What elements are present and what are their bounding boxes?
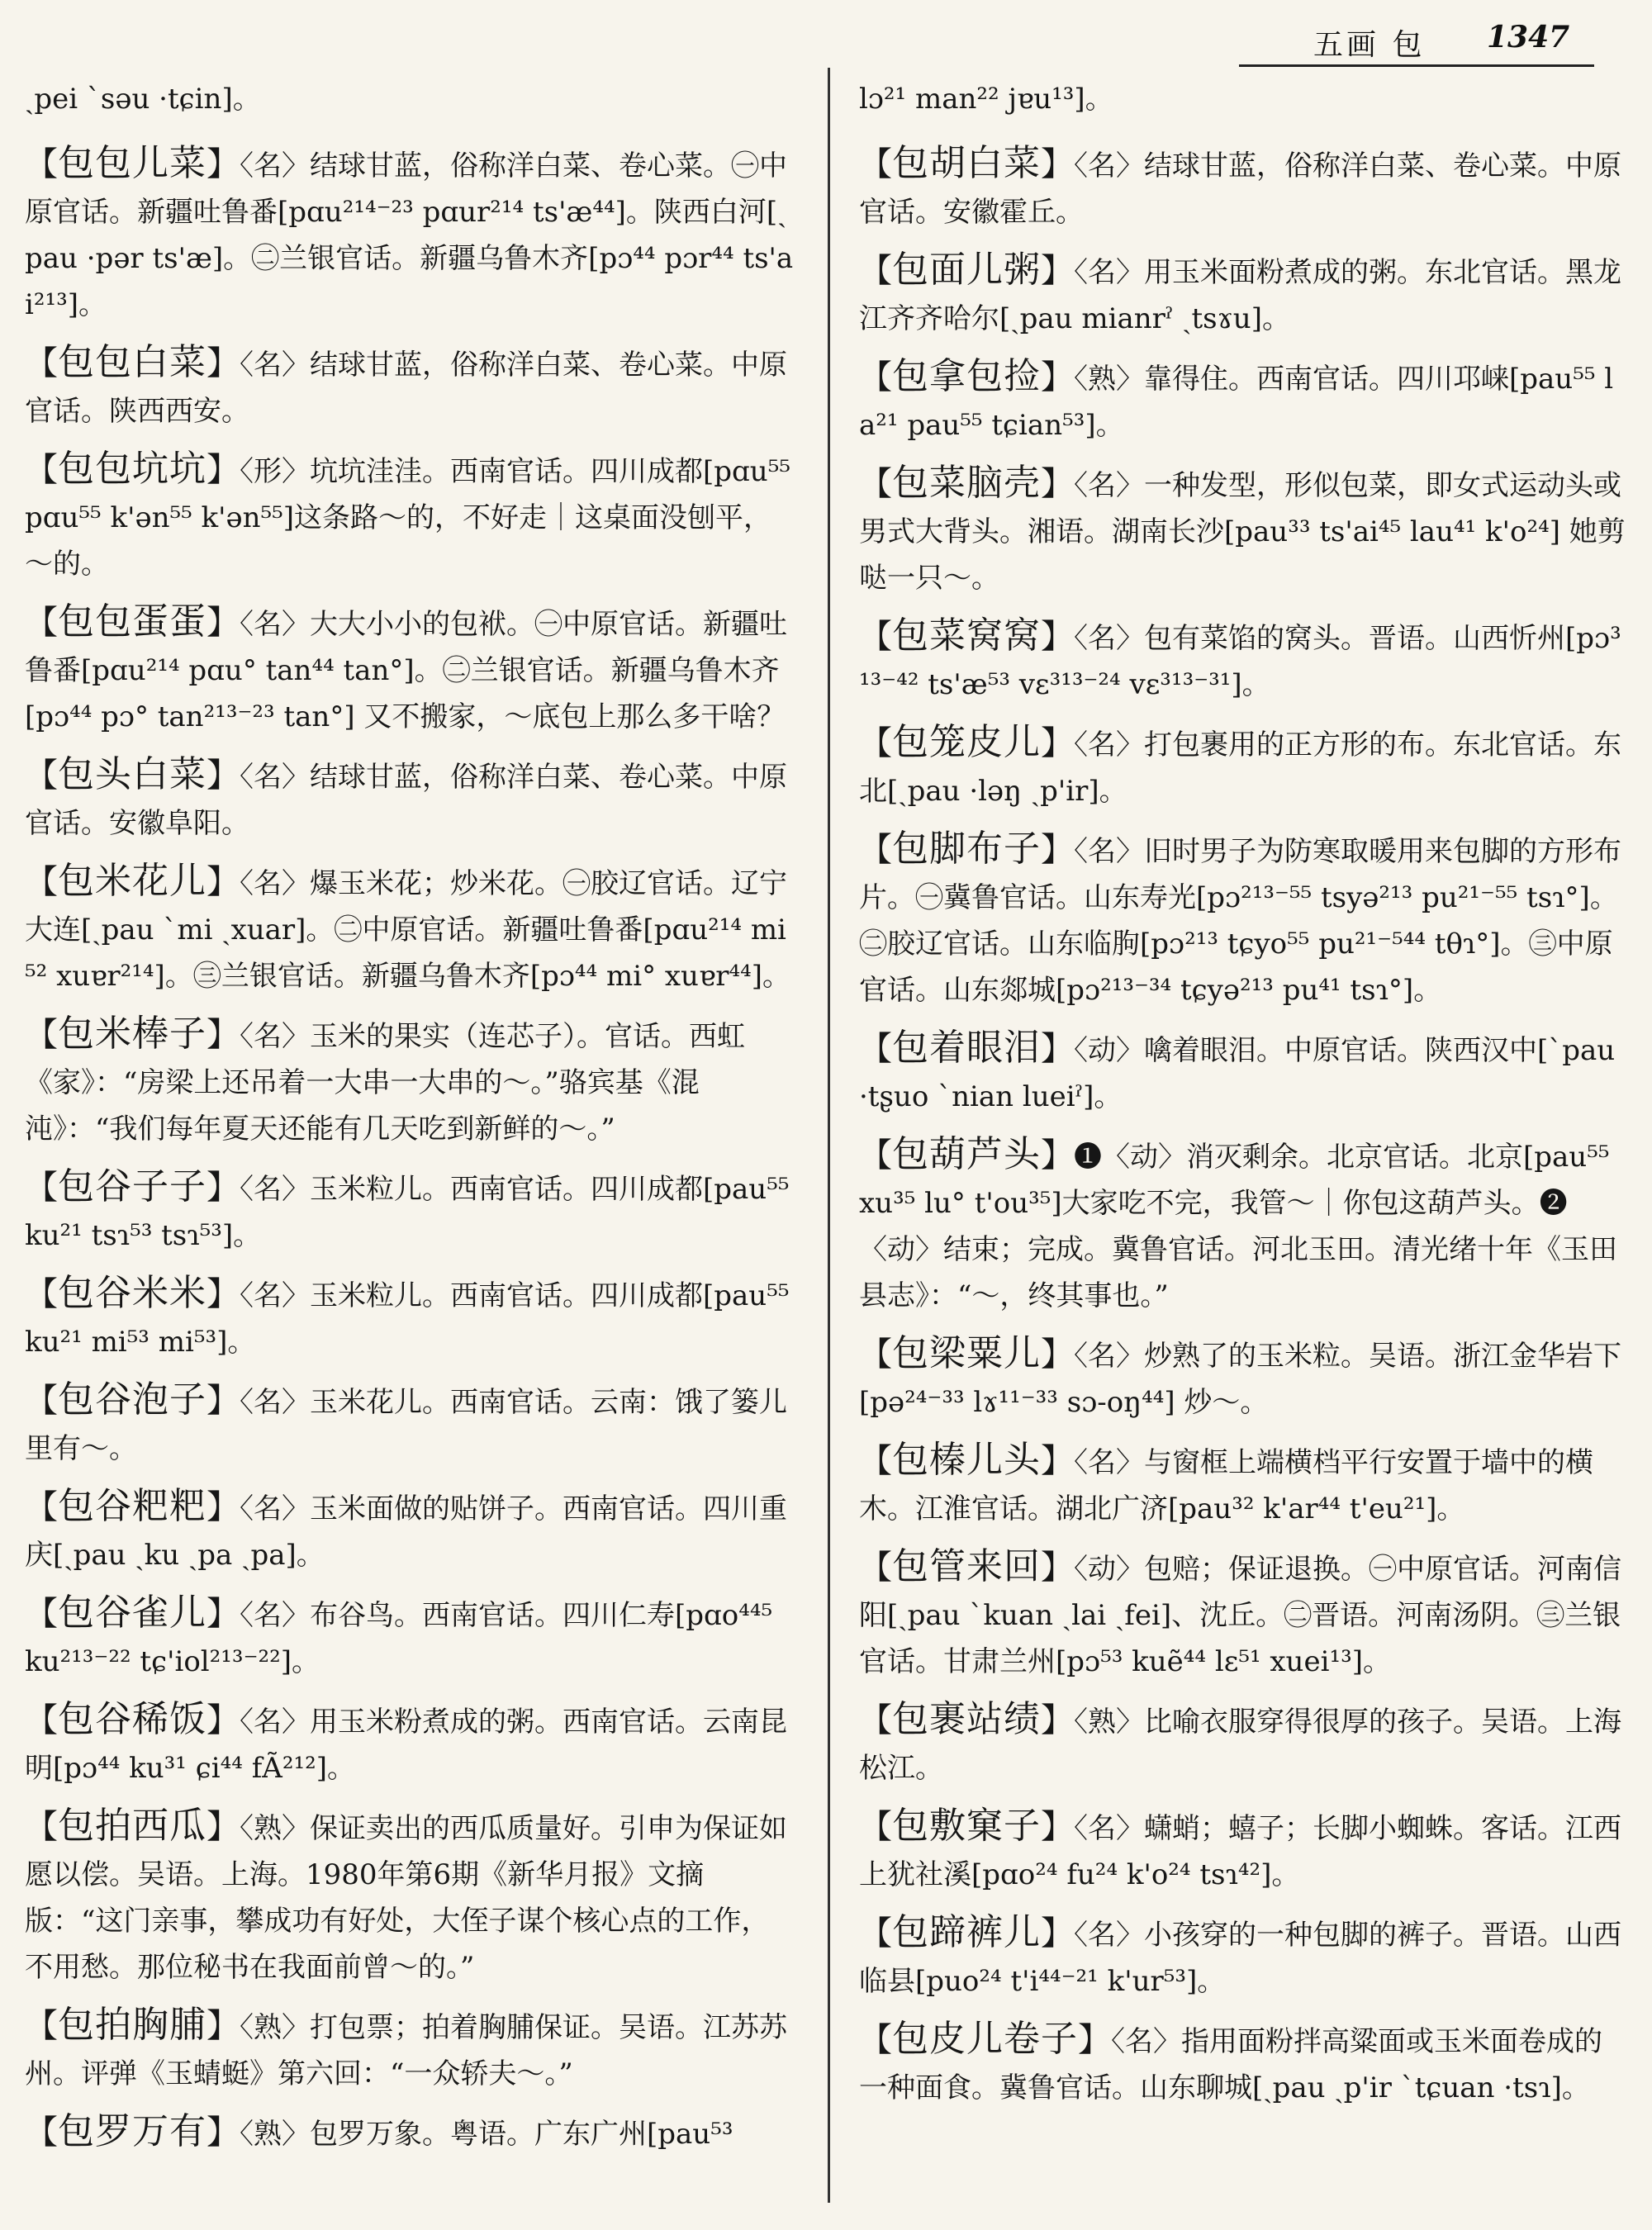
- dictionary-entry: [859, 613, 1627, 708]
- headword-close-bracket: 】: [1041, 1136, 1074, 1174]
- headword-close-bracket: 】: [206, 1382, 240, 1420]
- headword-open-bracket: 【: [25, 1808, 58, 1846]
- headword: 包拿包捡: [892, 355, 1041, 397]
- entry-definition: 〈名〉结球甘蓝，俗称洋白菜、卷心菜。中原官话。安徽阜阳。: [25, 761, 787, 840]
- page-number: 1347: [1487, 20, 1570, 55]
- entry-definition: 〈熟〉包罗万象。粤语。广东广州[pau⁵³: [240, 2118, 733, 2151]
- headword: 包敷窠子: [892, 1805, 1041, 1847]
- column-divider: [828, 68, 830, 2203]
- dictionary-entry: [859, 826, 1627, 1013]
- dictionary-entry: [25, 1164, 797, 1259]
- dictionary-entry: [25, 1483, 797, 1578]
- entry-definition: 〈名〉一种发型，形似包菜，即女式运动头或男式大背头。湘语。湖南长沙[pau³³ ts'ai⁴⁵ lau⁴¹ k'o²⁴] 她剪哒一只～。: [859, 469, 1626, 595]
- continuation-text: lɔ²¹ man²² jɐu¹³]。: [859, 83, 1113, 116]
- dictionary-entry: [25, 2109, 797, 2157]
- entry-definition: 〈名〉打包裹用的正方形的布。东北官话。东北[ˏpau ·ləŋ ˏp'ir]。: [859, 728, 1621, 808]
- headword-open-bracket: 【: [859, 1914, 892, 1952]
- headword: 包面儿粥: [892, 249, 1041, 291]
- dictionary-entry: [859, 1331, 1627, 1426]
- dictionary-entry: [25, 2002, 797, 2097]
- section-title: 五画 包: [1313, 28, 1426, 62]
- headword: 包包白菜: [58, 341, 206, 383]
- headword-close-bracket: 】: [206, 1169, 240, 1207]
- entry-definition: 〈名〉布谷鸟。西南官话。四川仁寿[pɑo⁴⁴⁵ ku²¹³⁻²² tɕ'iol²¹³⁻²²]。: [25, 1599, 773, 1678]
- dictionary-entry: [859, 1803, 1627, 1898]
- entry-definition: ❶〈动〉消灭剩余。北京官话。北京[pau⁵⁵ xu³⁵ lu° t'ou³⁵]大家吃不完，我管～｜你包这葫芦头。❷〈动〉结束；完成。冀鲁官话。河北玉田。清光绪十年《玉田县志》：“～，终其事也。”: [859, 1141, 1617, 1312]
- headword: 包菜窝窝: [892, 614, 1041, 657]
- headword-close-bracket: 】: [1041, 831, 1074, 869]
- dictionary-entry: [859, 247, 1627, 342]
- headword: 包榛儿头: [892, 1439, 1041, 1481]
- headword: 包包蛋蛋: [58, 600, 206, 643]
- entry-definition: 〈名〉小孩穿的一种包脚的裤子。晋语。山西临县[puo²⁴ t'i⁴⁴⁻²¹ k'ur⁵³]。: [859, 1919, 1621, 1998]
- headword-open-bracket: 【: [25, 451, 58, 489]
- entry-definition: 〈名〉玉米花儿。西南官话。云南：饿了篓儿里有～。: [25, 1386, 787, 1465]
- dictionary-entry: [25, 446, 797, 587]
- entry-definition: 〈熟〉保证卖出的西瓜质量好。引申为保证如愿以偿。吴语。上海。1980年第6期《新华月报》文摘版：“这门亲事，攀成功有好处，大侄子谋个核心点的工作，不用愁。那位秘书在我面前曾～的。”: [25, 1812, 787, 1984]
- headword-open-bracket: 【: [859, 252, 892, 290]
- headword-open-bracket: 【: [859, 831, 892, 869]
- headword: 包拍西瓜: [58, 1805, 206, 1847]
- headword-close-bracket: 】: [1041, 1914, 1074, 1952]
- dictionary-entry: [859, 353, 1627, 448]
- headword-open-bracket: 【: [859, 1336, 892, 1374]
- headword: 包罗万有: [58, 2110, 206, 2152]
- entry-definition: 〈名〉大大小小的包袱。㊀中原官话。新疆吐鲁番[pɑu²¹⁴ pɑu° tan⁴⁴ tan°]。㊁兰银官话。新疆乌鲁木齐[pɔ⁴⁴ pɔ° tan²¹³⁻²³ tan°] 又不搬家，～底包上那么多干啥？: [25, 608, 787, 733]
- headword: 包谷子子: [58, 1165, 206, 1208]
- headword: 包包坑坑: [58, 448, 206, 490]
- headword-open-bracket: 【: [25, 1016, 58, 1054]
- entry-definition: 〈名〉玉米面做的贴饼子。西南官话。四川重庆[ˏpau ˏku ˏpa ˏpa]。: [25, 1492, 787, 1572]
- headword-close-bracket: 】: [1041, 618, 1074, 656]
- headword: 包胡白菜: [892, 142, 1041, 184]
- headword-open-bracket: 【: [859, 618, 892, 656]
- entry-definition: 〈动〉包赔；保证退换。㊀中原官话。河南信阳[ˏpau ˋkuan ˏlai ˏfei]、沈丘。㊁晋语。河南汤阴。㊂兰银官话。甘肃兰州[pɔ⁵³ kuẽ⁴⁴ lɛ⁵¹ xuei¹³]。: [859, 1553, 1621, 1678]
- headword-open-bracket: 【: [859, 1549, 892, 1587]
- headword-open-bracket: 【: [859, 1442, 892, 1480]
- headword-close-bracket: 】: [1041, 1808, 1074, 1846]
- headword-close-bracket: 】: [1041, 1030, 1074, 1068]
- entry-definition: 〈名〉蟏蛸；蟢子；长脚小蜘蛛。客话。江西上犹社溪[pɑo²⁴ fu²⁴ k'o²⁴ tsɿ⁴²]。: [859, 1812, 1621, 1891]
- headword-close-bracket: 】: [206, 863, 240, 901]
- headword: 包谷稀饭: [58, 1698, 206, 1740]
- entry-definition: 〈熟〉比喻衣服穿得很厚的孩子。吴语。上海松江。: [859, 1706, 1621, 1785]
- dictionary-entry: [859, 1025, 1627, 1120]
- headword-open-bracket: 【: [859, 1808, 892, 1846]
- headword: 包米花儿: [58, 860, 206, 902]
- headword-open-bracket: 【: [859, 358, 892, 396]
- dictionary-entry: [25, 1270, 797, 1365]
- headword-close-bracket: 】: [206, 2114, 240, 2152]
- dictionary-entry: [25, 1696, 797, 1791]
- headword-open-bracket: 【: [25, 145, 58, 183]
- headword-close-bracket: 】: [1078, 2021, 1111, 2059]
- headword: 包脚布子: [892, 828, 1041, 870]
- headword-open-bracket: 【: [859, 1136, 892, 1174]
- headword-close-bracket: 】: [206, 344, 240, 382]
- entry-definition: 〈名〉玉米粒儿。西南官话。四川成都[pau⁵⁵ ku²¹ tsɿ⁵³ tsɿ⁵³]。: [25, 1173, 790, 1252]
- dictionary-entry: [859, 1132, 1627, 1319]
- headword: 包着眼泪: [892, 1027, 1041, 1069]
- dictionary-entry: [25, 1011, 797, 1152]
- headword-open-bracket: 【: [25, 1488, 58, 1526]
- headword-open-bracket: 【: [25, 344, 58, 382]
- dictionary-entry: [859, 1696, 1627, 1791]
- left-column: [25, 76, 797, 2169]
- entry-definition: 〈名〉爆玉米花；炒米花。㊀胶辽官话。辽宁大连[ˏpau ˋmi ˏxuar]。㊁中原官话。新疆吐鲁番[pɑu²¹⁴ mi⁵² xuɐr²¹⁴]。㊂兰银官话。新疆乌鲁木齐[pɔ⁴⁴ mi° xuɐr⁴⁴]。: [25, 867, 790, 993]
- headword-close-bracket: 】: [1041, 358, 1074, 396]
- entry-definition: 〈名〉与窗框上端横档平行安置于墙中的横木。江淮官话。湖北广济[pau³² k'ar⁴⁴ t'eu²¹]。: [859, 1446, 1593, 1525]
- dictionary-entry: [25, 140, 797, 328]
- headword-open-bracket: 【: [859, 1701, 892, 1739]
- dictionary-entry: [859, 1910, 1627, 2005]
- right-column: [859, 76, 1627, 2123]
- dictionary-entry: [25, 1803, 797, 1990]
- headword: 包皮儿卷子: [892, 2018, 1078, 2060]
- entry-definition: 〈名〉炒熟了的玉米粒。吴语。浙江金华岩下[pə²⁴⁻³³ lɤ¹¹⁻³³ sɔ-oŋ⁴⁴] 炒～。: [859, 1340, 1621, 1419]
- headword-close-bracket: 】: [1041, 1549, 1074, 1587]
- entry-definition: 〈名〉用玉米面粉煮成的粥。东北官话。黑龙江齐齐哈尔[ˏpau mianrˀ ˏtsɤu]。: [859, 256, 1621, 335]
- headword: 包拍胸脯: [58, 2004, 206, 2046]
- entry-definition: 〈名〉指用面粉拌高粱面或玉米面卷成的一种面食。冀鲁官话。山东聊城[ˏpau ˏp'ir ˋtɕuan ·tsɿ]。: [859, 2025, 1602, 2104]
- headword-close-bracket: 】: [1041, 145, 1074, 183]
- headword: 包包儿菜: [58, 142, 206, 184]
- headword-open-bracket: 【: [25, 2007, 58, 2045]
- headword-close-bracket: 】: [206, 1701, 240, 1739]
- entry-definition: 〈名〉玉米粒儿。西南官话。四川成都[pau⁵⁵ ku²¹ mi⁵³ mi⁵³]。: [25, 1279, 790, 1359]
- dictionary-entry: [25, 752, 797, 847]
- headword: 包米棒子: [58, 1013, 206, 1055]
- entry-definition: 〈动〉噙着眼泪。中原官话。陕西汉中[ˋpau ·tʂuo ˋnian lueiˀ]。: [859, 1034, 1616, 1113]
- headword-close-bracket: 】: [206, 1275, 240, 1313]
- entry-definition: 〈熟〉打包票；拍着胸脯保证。吴语。江苏苏州。评弹《玉蜻蜓》第六回：“一众轿夫～。”: [25, 2011, 787, 2090]
- headword-open-bracket: 【: [25, 1169, 58, 1207]
- headword-close-bracket: 】: [206, 1808, 240, 1846]
- dictionary-entry: [25, 1590, 797, 1685]
- headword-close-bracket: 】: [206, 1016, 240, 1054]
- dictionary-entry: [25, 858, 797, 999]
- entry-definition: 〈名〉结球甘蓝，俗称洋白菜、卷心菜。㊀中原官话。新疆吐鲁番[pɑu²¹⁴⁻²³ pɑur²¹⁴ ts'æ⁴⁴]。陕西白河[ˏpau ·pər ts'æ]。㊁兰银官话。新疆乌鲁木齐[pɔ⁴⁴ pɔr⁴⁴ ts'ai²¹³]。: [25, 149, 794, 321]
- dictionary-entry: [25, 599, 797, 740]
- headword-close-bracket: 】: [1041, 1701, 1074, 1739]
- headword-close-bracket: 】: [206, 451, 240, 489]
- headword-open-bracket: 【: [25, 1595, 58, 1633]
- headword-close-bracket: 】: [206, 757, 240, 795]
- entry-definition: 〈名〉旧时男子为防寒取暖用来包脚的方形布片。㊀冀鲁官话。山东寿光[pɔ²¹³⁻⁵⁵ tsyə²¹³ pu²¹⁻⁵⁵ tsɿ°]。㊁胶辽官话。山东临朐[pɔ²¹³ tɕyo⁵⁵ pu²¹⁻⁵⁴⁴ tθɿ°]。㊂中原官话。山东郯城[pɔ²¹³⁻³⁴ tɕyə²¹³ pu⁴¹ tsɿ°]。: [859, 835, 1621, 1007]
- headword-open-bracket: 【: [859, 145, 892, 183]
- headword-open-bracket: 【: [859, 465, 892, 503]
- dictionary-entry: [859, 460, 1627, 601]
- headword: 包谷雀儿: [58, 1592, 206, 1634]
- dictionary-entry: [859, 2016, 1627, 2111]
- entry-definition: 〈熟〉靠得住。西南官话。四川邛崃[pau⁵⁵ la²¹ pau⁵⁵ tɕian⁵³]。: [859, 363, 1614, 442]
- entry-definition: 〈形〉坑坑洼洼。西南官话。四川成都[pɑu⁵⁵ pɑu⁵⁵ k'ən⁵⁵ k'ən⁵⁵]这条路～的，不好走｜这桌面没刨平，～的。: [25, 455, 790, 581]
- headword-open-bracket: 【: [859, 2021, 892, 2059]
- continuation-text: ˏpei ˋsəu ·tɕin]。: [25, 83, 261, 116]
- headword-close-bracket: 】: [1041, 1442, 1074, 1480]
- headword-open-bracket: 【: [25, 757, 58, 795]
- page-header: [0, 0, 1652, 74]
- headword-open-bracket: 【: [859, 1030, 892, 1068]
- headword: 包裹站绩: [892, 1698, 1041, 1740]
- dictionary-entry: [859, 1437, 1627, 1532]
- headword: 包葫芦头: [892, 1133, 1041, 1175]
- headword: 包谷粑粑: [58, 1485, 206, 1527]
- headword-close-bracket: 】: [206, 1488, 240, 1526]
- headword: 包菜脑壳: [892, 462, 1041, 504]
- headword-close-bracket: 】: [206, 145, 240, 183]
- headword: 包谷泡子: [58, 1378, 206, 1421]
- entry-definition: 〈名〉结球甘蓝，俗称洋白菜、卷心菜。中原官话。安徽霍丘。: [859, 149, 1621, 229]
- headword-close-bracket: 】: [1041, 1336, 1074, 1374]
- header-rule: [1239, 64, 1594, 67]
- dictionary-entry: [859, 140, 1627, 235]
- headword-open-bracket: 【: [25, 604, 58, 642]
- entry-definition: 〈名〉包有菜馅的窝头。晋语。山西忻州[pɔ³¹³⁻⁴² ts'æ⁵³ vɛ³¹³⁻²⁴ vɛ³¹³⁻³¹]。: [859, 622, 1621, 701]
- entry-definition: 〈名〉用玉米粉煮成的粥。西南官话。云南昆明[pɔ⁴⁴ ku³¹ ɕi⁴⁴ fÃ²¹²]。: [25, 1706, 787, 1785]
- headword-open-bracket: 【: [859, 724, 892, 762]
- headword-close-bracket: 】: [206, 1595, 240, 1633]
- headword-open-bracket: 【: [25, 2114, 58, 2152]
- headword-close-bracket: 】: [1041, 724, 1074, 762]
- headword: 包蹄裤儿: [892, 1911, 1041, 1953]
- headword: 包管来回: [892, 1545, 1041, 1587]
- dictionary-entry: [859, 719, 1627, 814]
- dictionary-entry: [25, 339, 797, 434]
- headword: 包头白菜: [58, 753, 206, 795]
- headword-close-bracket: 】: [1041, 252, 1074, 290]
- entry-definition: 〈名〉玉米的果实（连芯子）。官话。西虹《家》：“房梁上还吊着一大串一大串的～。”骆宾基《混沌》：“我们每年夏天还能有几天吃到新鲜的～。”: [25, 1020, 745, 1146]
- entry-definition: 〈名〉结球甘蓝，俗称洋白菜、卷心菜。中原官话。陕西西安。: [25, 349, 787, 428]
- headword: 包笼皮儿: [892, 721, 1041, 763]
- headword-open-bracket: 【: [25, 1701, 58, 1739]
- headword-open-bracket: 【: [25, 1275, 58, 1313]
- headword-close-bracket: 】: [1041, 465, 1074, 503]
- headword: 包谷米米: [58, 1272, 206, 1314]
- headword-open-bracket: 【: [25, 1382, 58, 1420]
- headword-close-bracket: 】: [206, 2007, 240, 2045]
- headword: 包梁粟儿: [892, 1332, 1041, 1374]
- dictionary-entry: [25, 1377, 797, 1472]
- headword-open-bracket: 【: [25, 863, 58, 901]
- headword-close-bracket: 】: [206, 604, 240, 642]
- dictionary-entry: [859, 1544, 1627, 1685]
